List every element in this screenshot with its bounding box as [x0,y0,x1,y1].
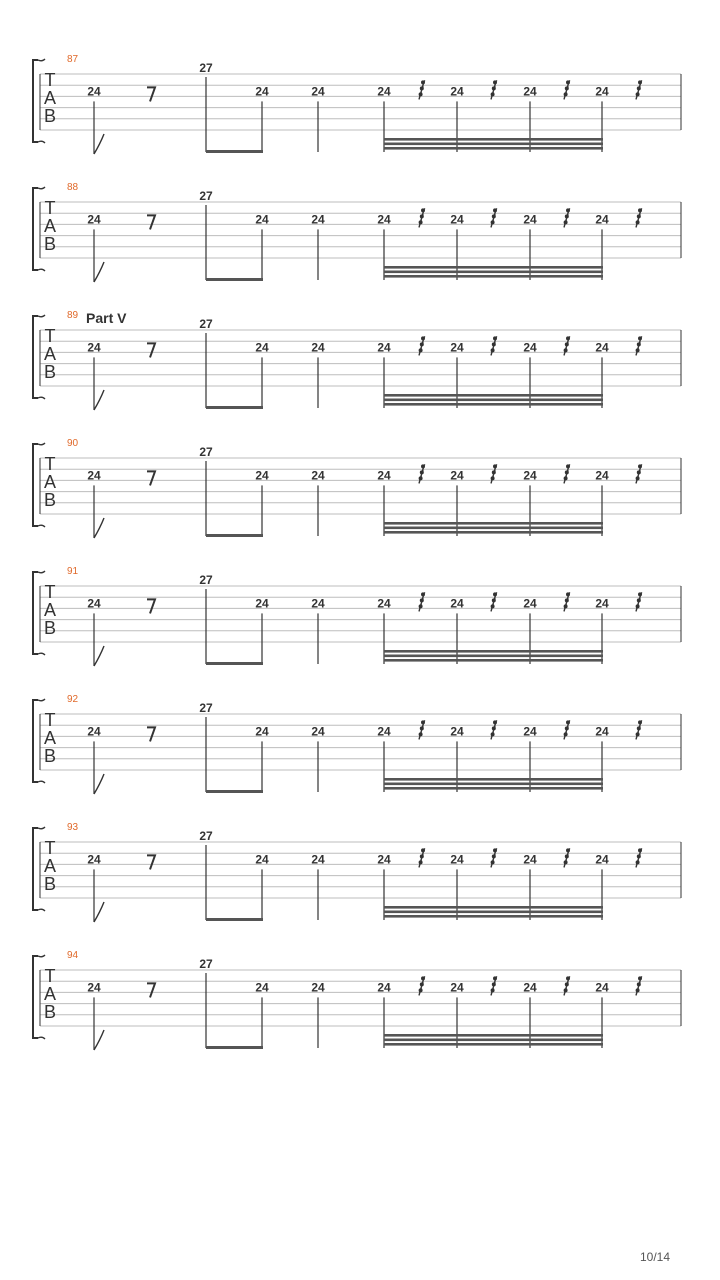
measure-number: 90 [67,438,79,449]
fret-number: 24 [87,212,101,227]
fret-number: 24 [450,724,464,739]
fret-number: 24 [450,84,464,99]
fret-number: 24 [523,212,537,227]
bracket-hook-bottom [38,397,45,399]
system-bracket [33,828,38,910]
fret-number: 24 [87,724,101,739]
fret-number: 24 [595,340,609,355]
tab-clef-letter: T [44,70,56,90]
note-flag [94,518,104,538]
fret-number: 24 [311,84,325,99]
beam [384,143,603,146]
part-v-label: Part V [86,310,127,326]
system-bracket [33,444,38,526]
tab-clef-letter: B [43,490,57,510]
bracket-hook-top [38,827,45,829]
fret-number: 24 [87,596,101,611]
beam [384,655,603,658]
fret-number: 24 [311,596,325,611]
fret-number: 24 [311,212,325,227]
eighth-rest [147,343,155,357]
tab-system [33,694,681,794]
beam [384,266,603,269]
fret-number: 24 [377,724,391,739]
fret-number: 24 [523,980,537,995]
eighth-rest [147,215,155,229]
fret-number: 24 [523,468,537,483]
eighth-rest [147,87,155,101]
fret-number: 24 [377,340,391,355]
measure-number: 93 [67,822,79,833]
bracket-hook-top [38,699,45,701]
fret-number: 24 [450,980,464,995]
fret-number: 24 [87,340,101,355]
fret-number: 24 [523,84,537,99]
measure-number: 91 [67,566,79,577]
bracket-hook-bottom [38,781,45,783]
tab-clef-letter: T [44,838,56,858]
tab-system [33,310,681,410]
tab-clef-letter: B [43,106,57,126]
fret-number: 24 [311,852,325,867]
note-flag [94,774,104,794]
beam [384,147,603,150]
eighth-rest [147,983,155,997]
beam [384,911,603,914]
tab-clef-letter: T [44,710,56,730]
fret-number: 24 [595,980,609,995]
fret-number: 24 [450,596,464,611]
fret-number: 24 [255,340,269,355]
beam [206,150,263,153]
measure-number: 92 [67,694,79,705]
fret-number: 24 [87,468,101,483]
fret-number: 24 [523,340,537,355]
fret-number: 24 [523,724,537,739]
fret-number: 24 [450,340,464,355]
tab-clef-letter: B [43,362,57,382]
bracket-hook-top [38,571,45,573]
tab-system [33,566,681,666]
tab-clef-letter: A [43,344,57,364]
measure-number: 89 [67,310,79,321]
beam [206,1046,263,1049]
fret-number: 24 [87,84,101,99]
beam [384,1034,603,1037]
fret-number: 27 [199,445,213,459]
bracket-hook-bottom [38,141,45,143]
note-flag [94,1030,104,1050]
bracket-hook-top [38,59,45,61]
system-bracket [33,956,38,1038]
fret-number: 24 [255,852,269,867]
bracket-hook-bottom [38,653,45,655]
fret-number: 24 [595,84,609,99]
bracket-hook-top [38,955,45,957]
beam [384,271,603,274]
tab-clef-letter: A [43,216,57,236]
fret-number: 24 [311,468,325,483]
beam [384,1043,603,1046]
tab-clef-letter: A [43,856,57,876]
tab-clef-letter: A [43,88,57,108]
beam [384,531,603,534]
beam [206,406,263,409]
measure-number: 87 [67,54,79,65]
beam [206,662,263,665]
note-flag [94,390,104,410]
beam [384,783,603,786]
beam [384,906,603,909]
fret-number: 27 [199,317,213,331]
bracket-hook-bottom [38,1037,45,1039]
beam [384,275,603,278]
fret-number: 27 [199,957,213,971]
measure-number: 88 [67,182,79,193]
fret-number: 24 [450,468,464,483]
tab-system [33,438,681,538]
beam [384,650,603,653]
tab-clef-letter: A [43,600,57,620]
fret-number: 24 [255,468,269,483]
system-bracket [33,188,38,270]
fret-number: 24 [595,852,609,867]
note-flag [94,134,104,154]
fret-number: 24 [377,852,391,867]
fret-number: 24 [377,468,391,483]
measure-number: 94 [67,950,79,961]
tab-clef-letter: B [43,618,57,638]
fret-number: 24 [311,340,325,355]
tab-clef-letter: T [44,326,56,346]
tab-clef-letter: T [44,582,56,602]
fret-number: 24 [255,84,269,99]
system-bracket [33,572,38,654]
system-bracket [33,700,38,782]
fret-number: 24 [87,980,101,995]
beam [384,522,603,525]
beam [384,138,603,141]
tab-clef-letter: A [43,984,57,1004]
beam [384,915,603,918]
eighth-rest [147,471,155,485]
fret-number: 24 [450,852,464,867]
tab-system [33,182,681,282]
fret-number: 24 [377,980,391,995]
beam [384,399,603,402]
fret-number: 24 [523,596,537,611]
fret-number: 24 [255,596,269,611]
note-flag [94,646,104,666]
tab-system [33,950,681,1050]
beam [384,403,603,406]
bracket-hook-top [38,315,45,317]
bracket-hook-top [38,443,45,445]
tab-clef-letter: T [44,966,56,986]
system-bracket [33,60,38,142]
tab-clef-letter: B [43,746,57,766]
bracket-hook-bottom [38,269,45,271]
eighth-rest [147,855,155,869]
beam [384,778,603,781]
tab-clef-letter: B [43,874,57,894]
system-bracket [33,316,38,398]
eighth-rest [147,727,155,741]
beam [206,278,263,281]
beam [384,1039,603,1042]
beam [206,918,263,921]
fret-number: 24 [523,852,537,867]
fret-number: 27 [199,573,213,587]
fret-number: 24 [377,84,391,99]
fret-number: 24 [311,724,325,739]
fret-number: 27 [199,701,213,715]
fret-number: 24 [255,980,269,995]
fret-number: 27 [199,189,213,203]
fret-number: 24 [595,596,609,611]
fret-number: 24 [377,212,391,227]
fret-number: 24 [87,852,101,867]
bracket-hook-top [38,187,45,189]
beam [384,527,603,530]
eighth-rest [147,599,155,613]
note-flag [94,262,104,282]
fret-number: 27 [199,829,213,843]
note-flag [94,902,104,922]
tab-clef-letter: B [43,1002,57,1022]
fret-number: 24 [255,724,269,739]
tab-clef-letter: T [44,454,56,474]
beam [384,787,603,790]
fret-number: 24 [450,212,464,227]
fret-number: 27 [199,61,213,75]
tab-system [33,54,681,154]
fret-number: 24 [595,724,609,739]
tab-system [33,822,681,922]
beam [384,394,603,397]
page-number: 10/14 [640,1250,671,1264]
fret-number: 24 [595,468,609,483]
fret-number: 24 [377,596,391,611]
beam [384,659,603,662]
tab-clef-letter: B [43,234,57,254]
bracket-hook-bottom [38,525,45,527]
tab-clef-letter: T [44,198,56,218]
tab-clef-letter: A [43,728,57,748]
fret-number: 24 [255,212,269,227]
fret-number: 24 [311,980,325,995]
beam [206,534,263,537]
tab-clef-letter: A [43,472,57,492]
fret-number: 24 [595,212,609,227]
bracket-hook-bottom [38,909,45,911]
beam [206,790,263,793]
